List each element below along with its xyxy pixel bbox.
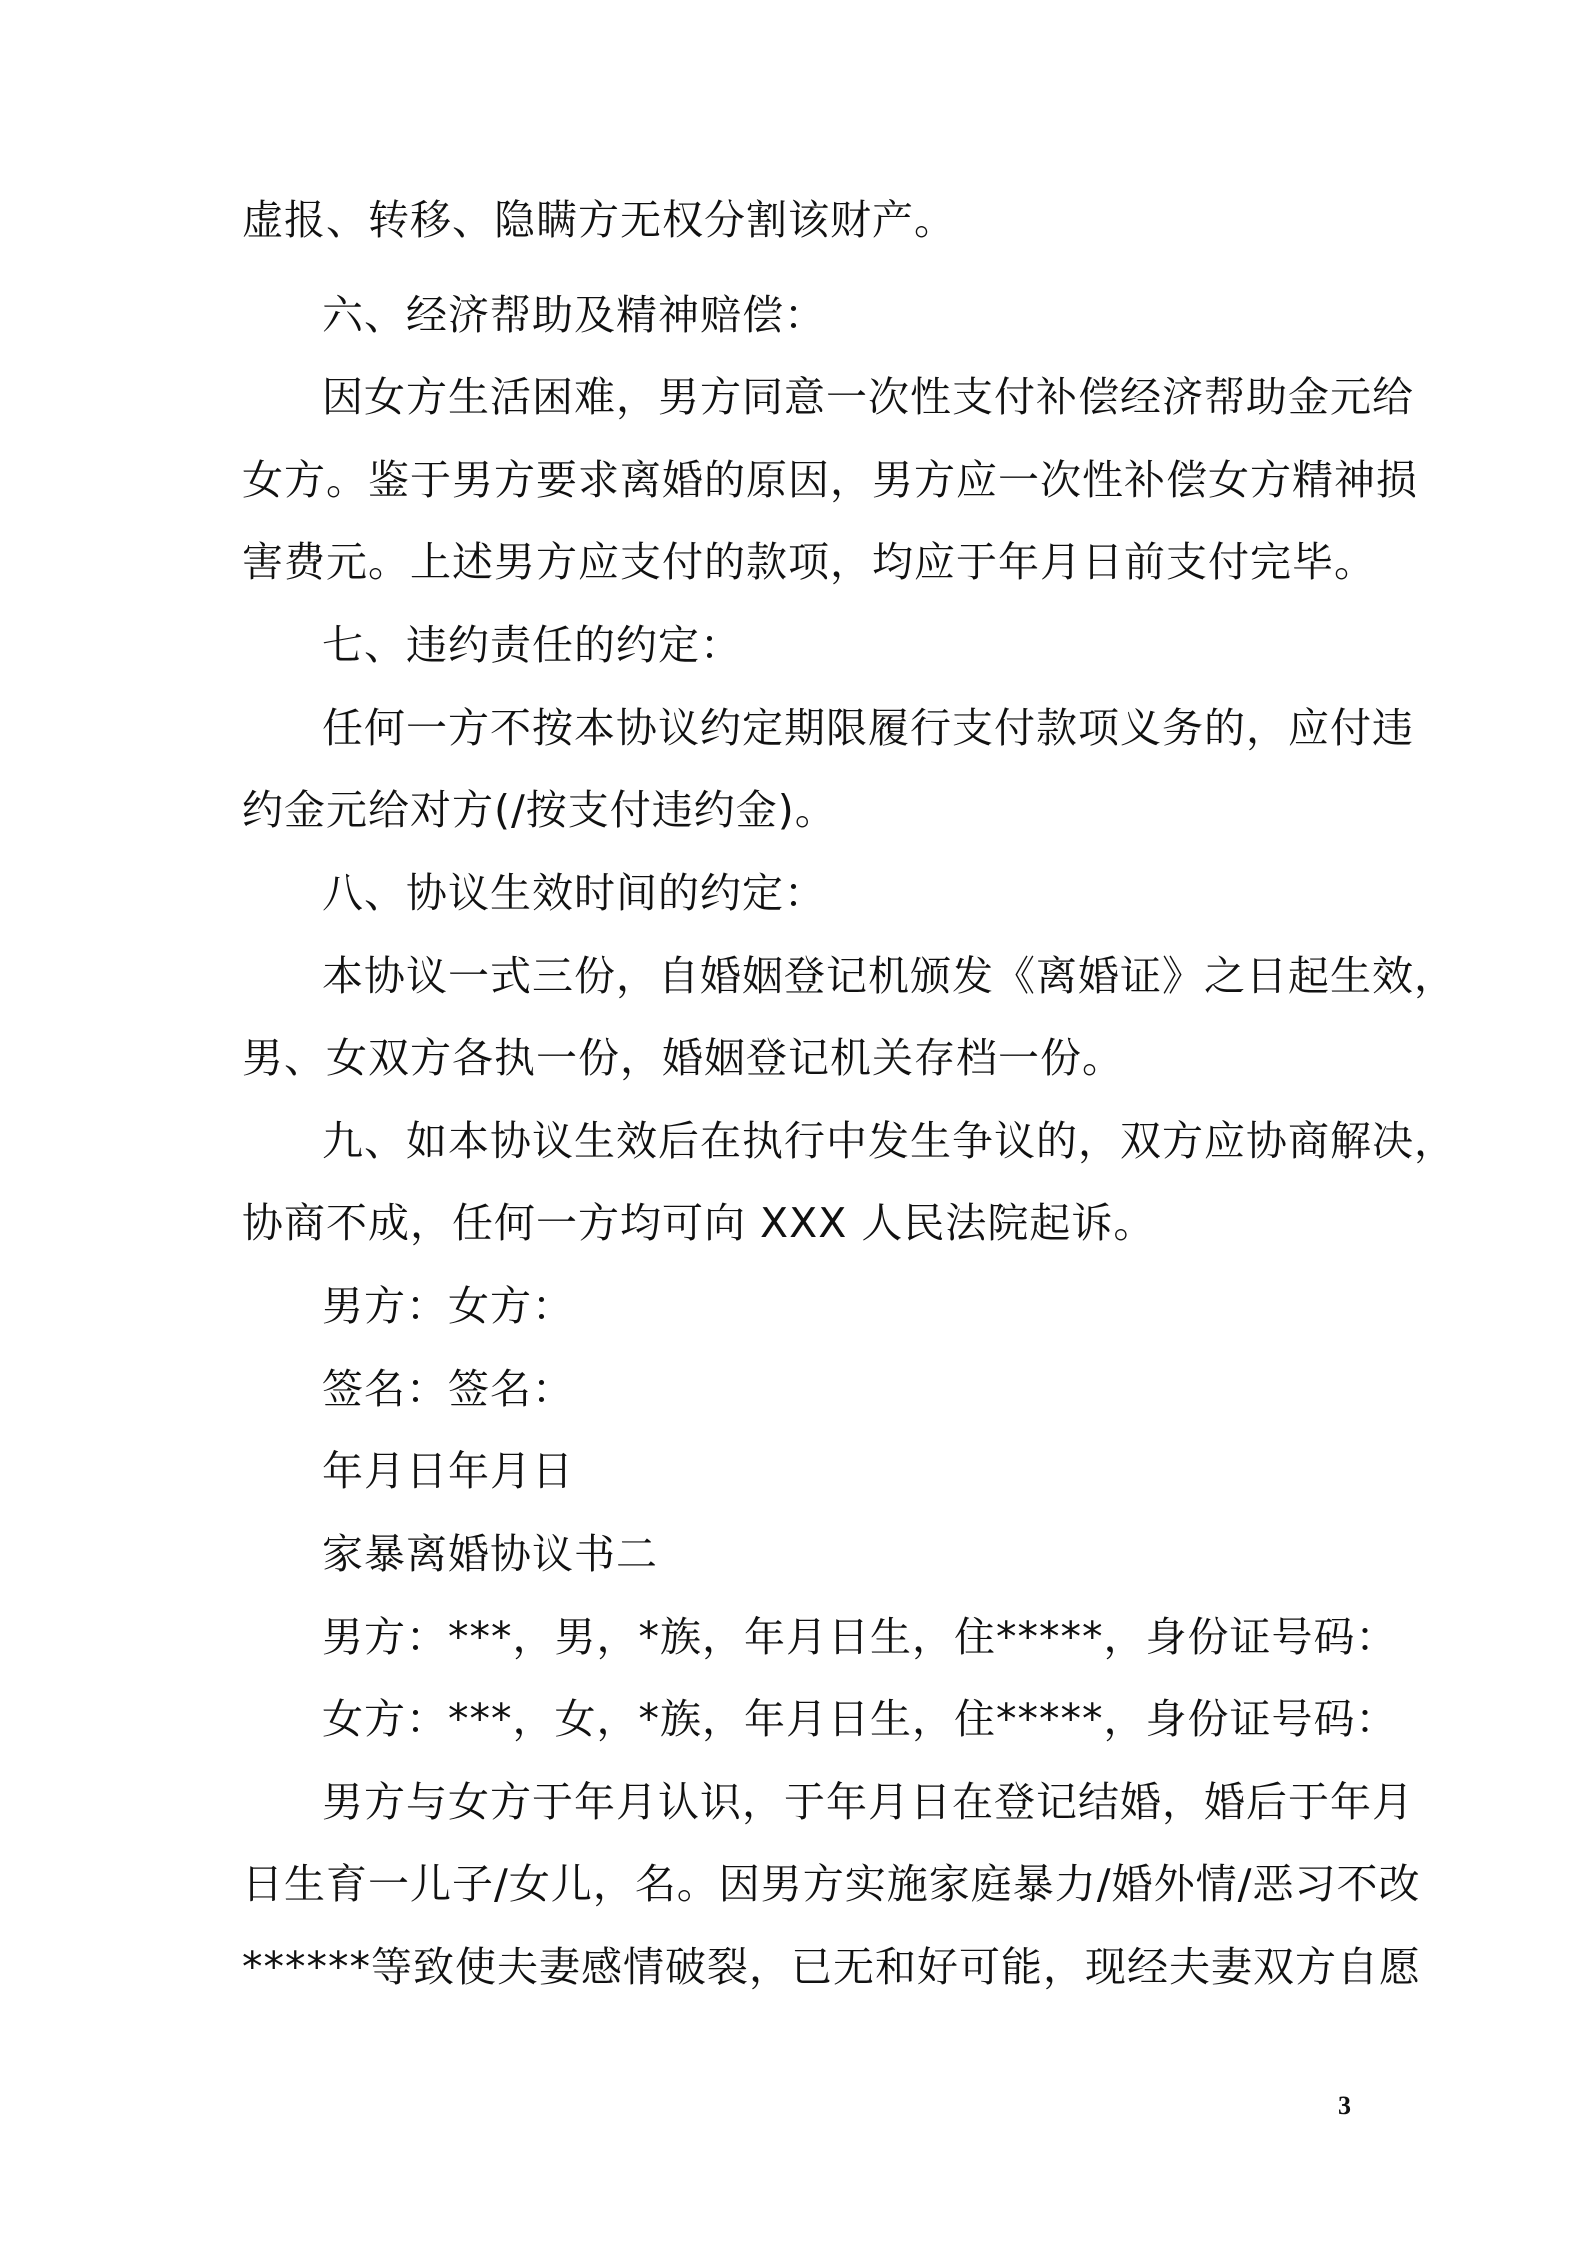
section-heading-six: 六、经济帮助及精神赔偿： — [322, 291, 826, 339]
text-line-11: 男、女双方各执一份，婚姻登记机关存档一份。 — [242, 1034, 1124, 1082]
text-line-20: 男方与女方于年月认识，于年月日在登记结婚，婚后于年月 — [322, 1778, 1414, 1826]
section-heading-seven: 七、违约责任的约定： — [322, 621, 742, 669]
party-label-line: 男方：女方： — [322, 1282, 574, 1330]
text-line-5: 害费元。上述男方应支付的款项，均应于年月日前支付完毕。 — [242, 538, 1376, 586]
text-line-13: 协商不成，任何一方均可向 XXX 人民法院起诉。 — [242, 1199, 1156, 1247]
female-party-info: 女方：***，女，*族，年月日生，住*****，身份证号码： — [322, 1695, 1398, 1743]
text-line-8: 约金元给对方(/按支付违约金)。 — [242, 786, 837, 834]
text-line-21: 日生育一儿子/女儿，名。因男方实施家庭暴力/婚外情/恶习不改 — [242, 1860, 1421, 1908]
section-heading-eight: 八、协议生效时间的约定： — [322, 869, 826, 917]
text-line-3: 因女方生活困难，男方同意一次性支付补偿经济帮助金元给 — [322, 373, 1414, 421]
text-line-22: ******等致使夫妻感情破裂，已无和好可能，现经夫妻双方自愿 — [242, 1943, 1421, 1991]
text-line-7: 任何一方不按本协议约定期限履行支付款项义务的，应付违 — [322, 704, 1414, 752]
text-line-1: 虚报、转移、隐瞒方无权分割该财产。 — [242, 196, 956, 244]
document-title-two: 家暴离婚协议书二 — [322, 1530, 658, 1578]
date-line: 年月日年月日 — [322, 1447, 574, 1495]
male-party-info: 男方：***，男，*族，年月日生，住*****，身份证号码： — [322, 1613, 1398, 1661]
text-line-4: 女方。鉴于男方要求离婚的原因，男方应一次性补偿女方精神损 — [242, 456, 1418, 504]
section-heading-nine: 九、如本协议生效后在执行中发生争议的，双方应协商解决， — [322, 1117, 1456, 1165]
text-line-10: 本协议一式三份，自婚姻登记机颁发《离婚证》之日起生效， — [322, 952, 1456, 1000]
page-number: 3 — [1338, 2091, 1351, 2120]
signature-line: 签名：签名： — [322, 1365, 574, 1413]
